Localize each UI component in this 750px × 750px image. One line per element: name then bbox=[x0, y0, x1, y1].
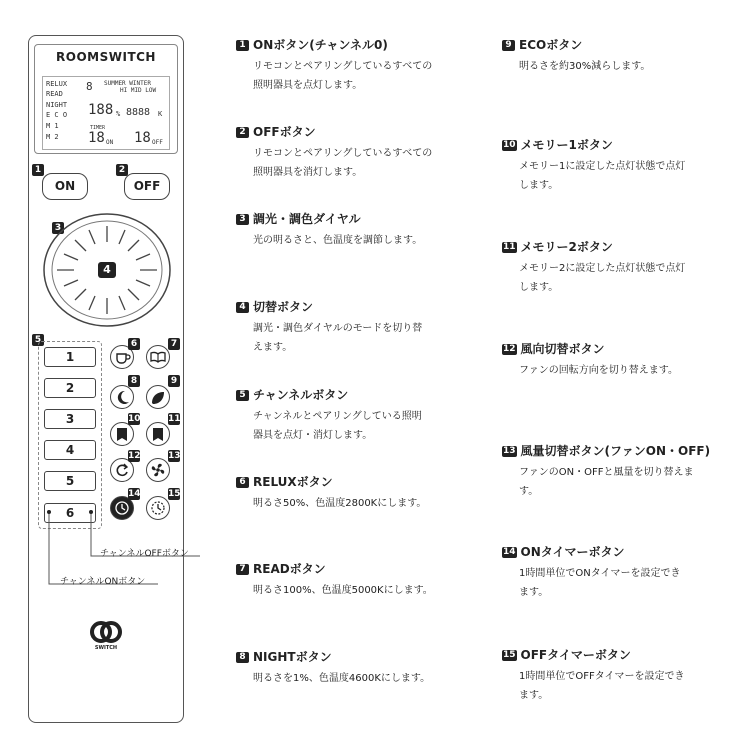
description-line: す。 bbox=[519, 486, 539, 497]
lcd-percent-value: 188 bbox=[88, 102, 114, 118]
description-item-11 bbox=[502, 240, 732, 297]
description-title: ONボタン(チャンネル0) bbox=[253, 38, 388, 52]
lcd-kelvin-unit: K bbox=[158, 110, 163, 118]
description-number-badge: 6 bbox=[236, 477, 249, 488]
description-number-badge: 12 bbox=[503, 344, 516, 354]
description-item-15 bbox=[502, 648, 732, 705]
description-line: 明るさ100%、色温度5000Kにします。 bbox=[253, 585, 433, 596]
badge-1: 1 bbox=[32, 164, 44, 176]
badge-3: 3 bbox=[52, 222, 64, 234]
description-title: RELUXボタン bbox=[253, 475, 333, 489]
memory-2-button[interactable] bbox=[146, 422, 170, 446]
description-title: 風量切替ボタン(ファンON・OFF) bbox=[520, 444, 711, 458]
description-number-badge: 2 bbox=[236, 127, 249, 138]
callout-channel-off: チャンネルOFFボタン bbox=[100, 549, 189, 559]
description-heading bbox=[502, 138, 732, 153]
lcd-mode-m2: M 2 bbox=[46, 133, 59, 141]
badge-10: 10 bbox=[128, 414, 141, 424]
description-heading bbox=[502, 342, 732, 357]
description-body bbox=[236, 57, 466, 95]
description-item-14 bbox=[502, 545, 732, 602]
description-line: 明るさ50%、色温度2800Kにします。 bbox=[253, 498, 427, 509]
description-title: ECOボタン bbox=[519, 38, 583, 52]
description-heading bbox=[502, 240, 732, 255]
brand-logo-caption: SWITCH bbox=[94, 645, 118, 651]
badge-6: 6 bbox=[128, 338, 140, 350]
description-line: 光の明るさと、色温度を調節します。 bbox=[253, 235, 423, 246]
lcd-timer-on-value: 18 bbox=[88, 130, 105, 146]
description-number-badge: 14 bbox=[503, 547, 516, 557]
description-line: 明るさを約30%減らします。 bbox=[519, 61, 651, 72]
callout-channel-on: チャンネルONボタン bbox=[60, 577, 146, 587]
description-line: 器具を点灯・消灯します。 bbox=[253, 430, 373, 441]
description-body bbox=[236, 669, 466, 688]
description-heading bbox=[236, 650, 466, 665]
description-body bbox=[236, 319, 466, 357]
description-body bbox=[502, 667, 732, 705]
description-number-badge: 11 bbox=[503, 242, 516, 252]
description-line: 照明器具を点灯します。 bbox=[253, 80, 363, 91]
description-heading bbox=[236, 475, 466, 490]
description-heading bbox=[236, 38, 466, 53]
channel-button-1[interactable]: 1 bbox=[44, 347, 96, 367]
eco-button[interactable] bbox=[146, 385, 170, 409]
description-number-badge: 5 bbox=[236, 390, 249, 401]
badge-8: 8 bbox=[128, 375, 140, 387]
badge-5: 5 bbox=[32, 334, 44, 346]
description-heading bbox=[502, 545, 732, 560]
bookmark-2-icon bbox=[147, 423, 169, 445]
badge-11: 11 bbox=[168, 414, 181, 424]
description-body bbox=[236, 407, 466, 445]
off-timer-button[interactable] bbox=[146, 496, 170, 520]
description-body bbox=[502, 361, 732, 380]
bookmark-1-icon bbox=[111, 423, 133, 445]
description-line: します。 bbox=[519, 282, 559, 293]
read-button[interactable] bbox=[146, 345, 170, 369]
description-item-13 bbox=[502, 444, 732, 501]
memory-1-button[interactable] bbox=[110, 422, 134, 446]
lcd-percent-unit: % bbox=[116, 110, 121, 118]
description-body bbox=[236, 494, 466, 513]
description-item-10 bbox=[502, 138, 732, 195]
description-heading bbox=[502, 38, 732, 53]
description-line: リモコンとペアリングしているすべての bbox=[253, 148, 433, 159]
description-line: ます。 bbox=[519, 690, 549, 701]
description-line: チャンネルとペアリングしている照明 bbox=[253, 411, 422, 422]
switch-mode-button[interactable]: 4 bbox=[98, 262, 116, 278]
description-line: えます。 bbox=[253, 342, 293, 353]
badge-2: 2 bbox=[116, 164, 128, 176]
lcd-season: SUMMER WINTER bbox=[104, 80, 151, 87]
description-title: メモリー1ボタン bbox=[520, 138, 613, 152]
lcd-mode-eco: E C O bbox=[46, 111, 68, 119]
channel-button-3[interactable]: 3 bbox=[44, 409, 96, 429]
rotate-icon bbox=[111, 459, 133, 481]
description-title: NIGHTボタン bbox=[253, 650, 332, 664]
description-line: 1時間単位でONタイマーを設定でき bbox=[519, 568, 681, 579]
lcd-timer-off-value: 18 bbox=[134, 130, 151, 146]
lcd-kelvin-value: 8888 bbox=[126, 107, 151, 118]
description-number-badge: 1 bbox=[236, 40, 249, 51]
description-title: 調光・調色ダイヤル bbox=[253, 212, 361, 226]
description-body bbox=[502, 57, 732, 76]
description-line: ファンの回転方向を切り替えます。 bbox=[519, 365, 678, 376]
badge-12: 12 bbox=[128, 451, 141, 461]
description-line: 照明器具を消灯します。 bbox=[253, 167, 363, 178]
lcd-mode-m1: M 1 bbox=[46, 122, 59, 130]
clock-outline-icon bbox=[147, 497, 169, 519]
description-line: します。 bbox=[519, 180, 559, 191]
description-item-4 bbox=[236, 300, 466, 357]
badge-15: 15 bbox=[168, 489, 181, 499]
description-item-1 bbox=[236, 38, 466, 95]
description-heading bbox=[236, 300, 466, 315]
description-item-3 bbox=[236, 212, 466, 250]
lcd-fan-speed: HI MID LOW bbox=[120, 87, 157, 94]
description-item-2 bbox=[236, 125, 466, 182]
badge-14: 14 bbox=[128, 489, 141, 499]
lcd-timer-label: TIMER bbox=[90, 125, 106, 131]
description-number-badge: 4 bbox=[236, 302, 249, 313]
description-body bbox=[502, 259, 732, 297]
description-title: READボタン bbox=[253, 562, 326, 576]
description-number-badge: 13 bbox=[503, 446, 516, 456]
clock-filled-icon bbox=[111, 497, 133, 519]
lcd-digit-small: 8 bbox=[86, 80, 93, 93]
description-body bbox=[502, 157, 732, 195]
channel-button-2[interactable]: 2 bbox=[44, 378, 96, 398]
lcd-timer-on-label: ON bbox=[106, 139, 114, 146]
channel-button-4[interactable]: 4 bbox=[44, 440, 96, 460]
book-icon bbox=[147, 346, 169, 368]
description-number-badge: 3 bbox=[236, 214, 249, 225]
description-title: 切替ボタン bbox=[253, 300, 314, 314]
description-title: チャンネルボタン bbox=[253, 388, 349, 402]
on-button[interactable]: ON bbox=[42, 173, 88, 200]
brand-logo-icon bbox=[89, 620, 123, 644]
description-body bbox=[236, 231, 466, 250]
lcd-timer-off-label: OFF bbox=[152, 139, 163, 146]
description-body bbox=[502, 463, 732, 501]
description-number-badge: 15 bbox=[503, 650, 516, 660]
description-title: OFFボタン bbox=[253, 125, 316, 139]
fan-icon bbox=[147, 459, 169, 481]
description-body bbox=[502, 564, 732, 602]
channel-button-6[interactable]: 6 bbox=[44, 503, 96, 523]
description-title: OFFタイマーボタン bbox=[520, 648, 631, 662]
description-heading bbox=[236, 125, 466, 140]
description-number-badge: 8 bbox=[236, 652, 249, 663]
description-item-5 bbox=[236, 388, 466, 445]
badge-9: 9 bbox=[168, 375, 180, 387]
description-item-6 bbox=[236, 475, 466, 513]
description-line: 1時間単位でOFFタイマーを設定でき bbox=[519, 671, 685, 682]
night-button[interactable] bbox=[110, 385, 134, 409]
description-body bbox=[236, 581, 466, 600]
description-title: ONタイマーボタン bbox=[520, 545, 625, 559]
fan-speed-button[interactable] bbox=[146, 458, 170, 482]
off-button[interactable]: OFF bbox=[124, 173, 170, 200]
description-number-badge: 9 bbox=[502, 40, 515, 51]
description-heading bbox=[236, 562, 466, 577]
description-item-7 bbox=[236, 562, 466, 600]
description-body bbox=[236, 144, 466, 182]
description-number-badge: 10 bbox=[503, 140, 516, 150]
description-item-9 bbox=[502, 38, 732, 76]
badge-13: 13 bbox=[168, 451, 181, 461]
channel-button-5[interactable]: 5 bbox=[44, 471, 96, 491]
description-line: 調光・調色ダイヤルのモードを切り替 bbox=[253, 323, 423, 334]
badge-7: 7 bbox=[168, 338, 180, 350]
lcd-mode-relux: RELUX bbox=[46, 80, 68, 88]
description-number-badge: 7 bbox=[236, 564, 249, 575]
description-item-8 bbox=[236, 650, 466, 688]
lcd-mode-read: READ bbox=[46, 90, 63, 98]
description-title: メモリー2ボタン bbox=[520, 240, 613, 254]
description-heading bbox=[502, 444, 732, 459]
description-line: メモリー2に設定した点灯状態で点灯 bbox=[519, 263, 686, 274]
description-line: リモコンとペアリングしているすべての bbox=[253, 61, 433, 72]
description-heading bbox=[236, 388, 466, 403]
leaf-icon bbox=[147, 386, 169, 408]
brand-logo-text: ROOMSWITCH bbox=[56, 50, 156, 64]
description-line: ファンのON・OFFと風量を切り替えま bbox=[519, 467, 694, 478]
description-title: 風向切替ボタン bbox=[520, 342, 605, 356]
description-line: 明るさを1%、色温度4600Kにします。 bbox=[253, 673, 431, 684]
moon-icon bbox=[111, 386, 133, 408]
lcd-mode-night: NIGHT bbox=[46, 101, 68, 109]
description-line: ます。 bbox=[519, 587, 549, 598]
description-heading bbox=[236, 212, 466, 227]
description-line: メモリー1に設定した点灯状態で点灯 bbox=[519, 161, 686, 172]
description-heading bbox=[502, 648, 732, 663]
description-item-12 bbox=[502, 342, 732, 380]
